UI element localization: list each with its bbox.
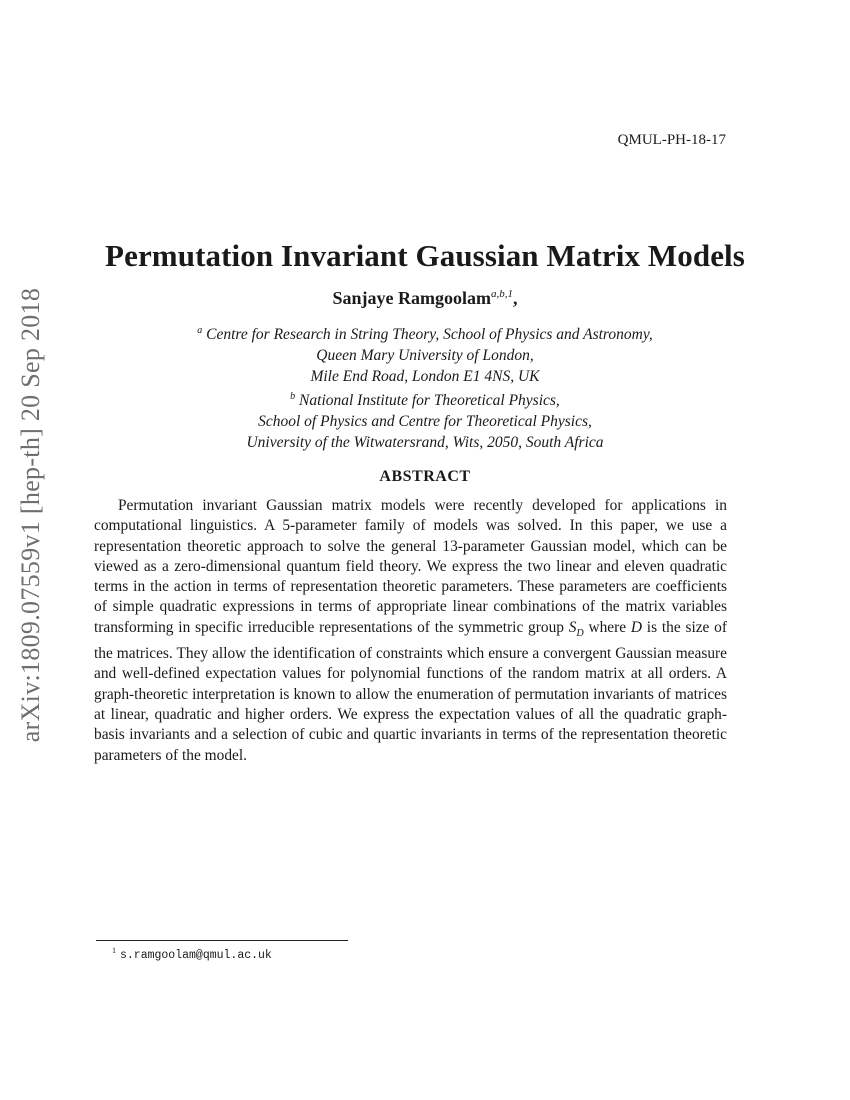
affiliation-b-mark: b <box>290 391 296 402</box>
author-affiliation-marks: a,b,1 <box>491 288 513 300</box>
abstract-text: Permutation invariant Gaussian matrix models were recently developed for applications in computational linguistics. A 5-parameter family of models was solved. In this paper, we use a representation theoretic approach to solve the general 13-parameter Gaussian model, which can be viewed as a zero-dimensional quantum field theory. We express the two linear and eleven quadratic terms in the action in terms of representation theoretic parameters. These parameters are coefficients of simple quadratic expressions in terms of appropriate linear combinations of the matrix variables transforming in specific irreducible representations of the symmetric group $S_D$ where D is the size of the matrices. They allow the identification of constraints which ensure a convergent Gaussian measure and well-defined expectation values for polynomial functions of the random matrix at all orders. A graph-theoretic interpretation is known to allow the enumeration of permutation invariants of matrices at linear, quadratic and higher orders. We express the expectation values of all the quadratic graph-basis invariants and a selection of cubic and quartic invariants in terms of the representation theoretic parameters of the model. <box>94 497 727 764</box>
math-symbol-d: D <box>630 618 643 636</box>
affiliation-b-line-3: University of the Witwatersrand, Wits, 2050, South Africa <box>246 434 604 452</box>
affiliation-b-text-1: National Institute for Theoretical Physics, <box>299 392 560 410</box>
report-number: QMUL-PH-18-17 <box>617 132 726 148</box>
author-name: Sanjaye Ramgoolam <box>332 288 491 308</box>
footnote-email: s.ramgoolam@qmul.ac.uk <box>120 949 272 962</box>
affiliation-a-line-1 <box>0 320 850 345</box>
affiliation-a-line-3: Mile End Road, London E1 4NS, UK <box>310 368 540 386</box>
footnote-rule <box>96 940 348 941</box>
affiliation-a-text-1: Centre for Research in String Theory, School of Physics and Astronomy, <box>206 326 653 344</box>
affiliation-a-line-2: Queen Mary University of London, <box>316 347 534 365</box>
author-trailing: , <box>513 288 518 308</box>
footnote <box>112 946 272 962</box>
arxiv-stamp-text: arXiv:1809.07559v1 [hep-th] 20 Sep 2018 <box>16 287 45 743</box>
abstract-body <box>94 496 727 766</box>
math-symbol-s: S <box>568 618 577 636</box>
math-subscript-d: D <box>576 627 584 639</box>
footnote-mark: 1 <box>112 946 116 955</box>
author-line <box>0 288 850 309</box>
affiliation-a <box>0 320 850 387</box>
paper-title: Permutation Invariant Gaussian Matrix Models <box>105 238 745 273</box>
affiliation-a-mark: a <box>197 325 203 336</box>
abstract-heading: ABSTRACT <box>379 468 471 485</box>
affiliation-b-line-1 <box>0 386 850 411</box>
affiliation-b <box>0 386 850 453</box>
affiliation-b-line-2: School of Physics and Centre for Theoretical Physics, <box>258 413 592 431</box>
